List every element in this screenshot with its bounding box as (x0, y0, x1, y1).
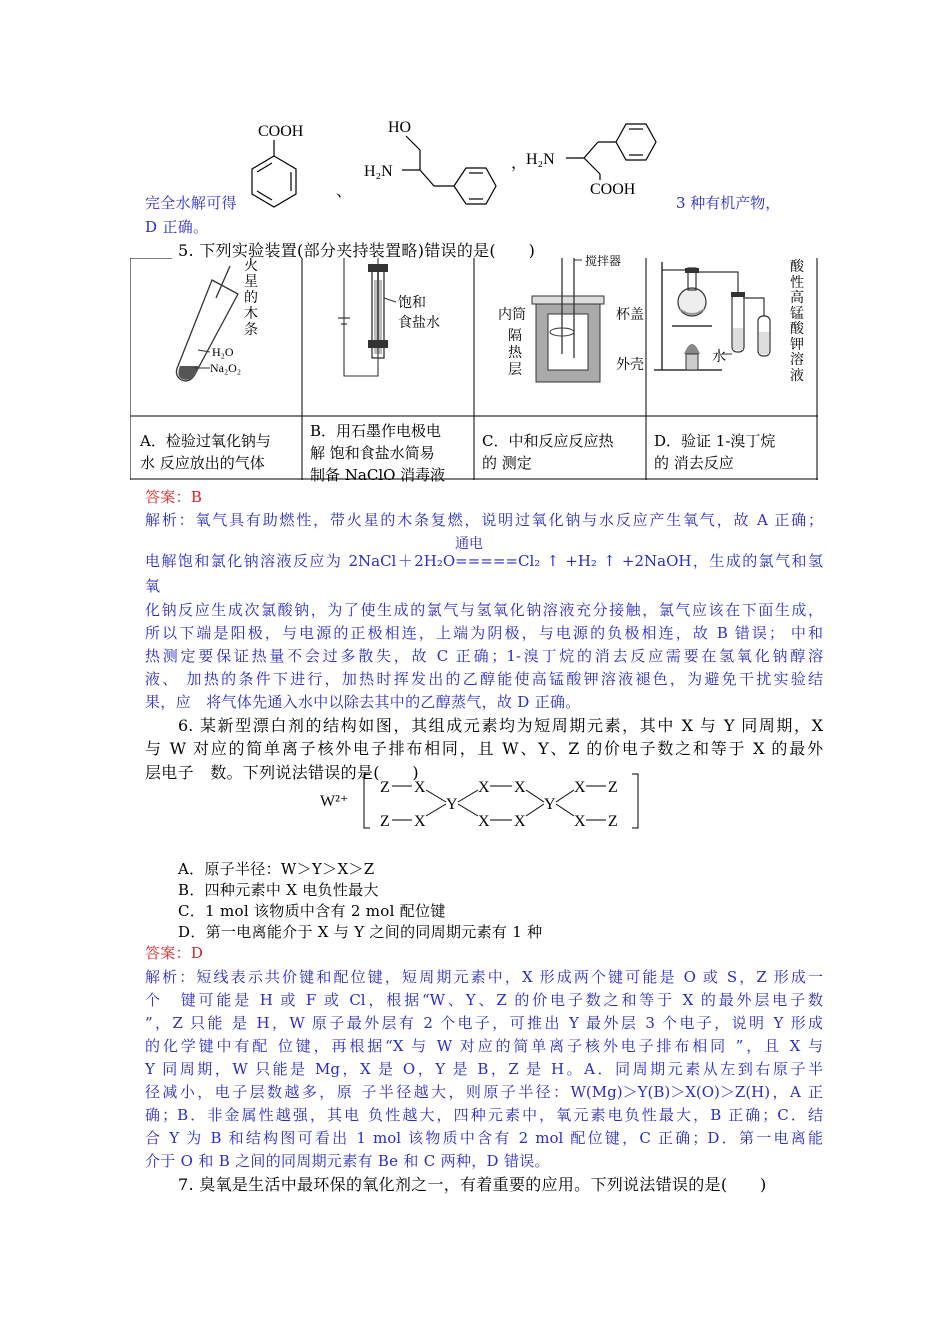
apparatus-c-shell-label: 外壳 (616, 357, 644, 373)
q5-option-c-line1: C．中和反应反应热 (482, 432, 614, 450)
q6-answer-label: 答案： (145, 944, 191, 962)
q5-option-d-line2: 的 消去反应 (654, 454, 734, 472)
q6-cation: W²⁺ (320, 793, 349, 810)
struct2-h2n-label: H₂N (364, 163, 393, 180)
q5-analysis-7: 液、 加热的条件下进行，加热时挥发出的乙醇能使高锰酸钾溶液褪色，为避免干扰实验结 (145, 670, 823, 688)
q6-atom-x6: X (514, 813, 526, 830)
q5-analysis-3: 氧 (145, 577, 161, 595)
q5-answer (145, 486, 202, 507)
q6-stem-2: 与 W 对应的简单离子核外电子排布相同，且 W、Y、Z 的价电子数之和等于 X 的最外 (145, 739, 823, 758)
apparatus-a-splint-label: 火星的木条 (244, 258, 258, 338)
struct3-h2n-label: H₂N (526, 151, 555, 168)
q5-option-b-line1: B．用石墨作电极电 (310, 422, 442, 440)
q5-analysis-2: 电解饱和氯化钠溶液反应为 2NaCl＋2H₂O=====Cl₂ ↑ +H₂ ↑ +2NaOH，生成的氯气和氢 (145, 552, 823, 570)
apparatus-b-label-2: 食盐水 (398, 315, 440, 331)
separator-comma-2: ， (511, 153, 528, 172)
q6-option-c: C．1 mol 该物质中含有 2 mol 配位键 (178, 902, 446, 920)
q6-atom-y2: Y (544, 796, 556, 813)
q6-answer (145, 942, 203, 963)
q6-analysis-1: 解析：短线表示共价键和配位键，短周期元素中，X 形成两个键可能是 O 或 S，Z 形成一 (145, 968, 823, 986)
q5-analysis-1: 解析：氧气具有助燃性，带火星的木条复燃，说明过氧化钠与水反应产生氧气，故 A 正确； (145, 511, 823, 529)
q5-option-b (310, 420, 470, 486)
q5-option-d (654, 430, 814, 474)
apparatus-b-label-1: 饱和 (398, 295, 426, 311)
d-correct: D 正确。 (145, 218, 209, 236)
apparatus-c-lid-label: 杯盖 (616, 307, 644, 323)
q5-option-b-line3: 制备 NaClO 消毒液 (310, 466, 446, 484)
q6-analysis-4: 的化学键中有配 位键，再根据“X 与 W 对应的简单离子核外电子排布相同 ”，且 X 与 (145, 1037, 823, 1055)
struct3-cooh-label: COOH (590, 181, 636, 198)
apparatus-a-test-tube (150, 258, 280, 388)
struct1-cooh-label: COOH (258, 123, 304, 140)
q6-atom-x4: X (514, 779, 526, 796)
apparatus-a-na2o2: Na₂O₂ (210, 361, 242, 375)
q6-atom-z2: Z (380, 813, 390, 830)
q5-option-b-line2: 解 饱和食盐水简易 (310, 444, 435, 462)
q7-stem: 7. 臭氧是生活中最环保的氧化剂之一，有着重要的应用。下列说法错误的是( ) (178, 1175, 767, 1194)
q5-answer-value: B (190, 488, 203, 506)
q6-option-d: D．第一电离能介于 X 与 Y 之间的同周期元素有 1 种 (178, 923, 543, 941)
q5-analysis-8: 果，应 将气体先通入水中以除去其中的乙醇蒸气，故 D 正确。 (145, 693, 581, 711)
q6-analysis-7: 确；B．非金属性越强，其电 负性越大，四种元素中，氧元素电负性最大，B 正确；C．结 (145, 1106, 823, 1124)
apparatus-c-insulation-label: 隔热层 (508, 328, 522, 378)
q6-atom-z4: Z (608, 813, 618, 830)
apparatus-c-stirrer-label: 搅拌器 (585, 254, 622, 266)
q6-analysis-3: ”，Z 只能 是 H，W 原子最外层有 2 个电子，可推出 Y 最外层 3 个电子，说明 Y 形成 (145, 1014, 823, 1032)
apparatus-d-elimination (652, 258, 792, 388)
q5-option-d-line1: D．验证 1-溴丁烷 (654, 432, 776, 450)
q5-answer-label: 答案： (145, 488, 191, 506)
separator-comma-1: 、 (336, 181, 353, 200)
q6-atom-x7: X (574, 779, 586, 796)
q6-atom-z3: Z (608, 779, 618, 796)
q5-analysis-5: 所以下端是阳极，与电源的正极相连，上端为阴极，与电源的负极相连，故 B 错误； 中和 (145, 624, 823, 642)
q6-atom-y1: Y (446, 796, 458, 813)
apparatus-a-h2o: H₂O (212, 345, 234, 359)
q6-analysis-5: Y 同周期，W 只能是 Mg，X 是 O，Y 是 B，Z 是 H。A．同周期元素从左到右原子半 (145, 1060, 823, 1078)
apparatus-c-inner-label: 内筒 (498, 307, 526, 323)
q6-atom-x8: X (574, 813, 586, 830)
q6-structure (318, 766, 648, 832)
structure-benzoic-acid (244, 118, 334, 208)
struct2-ho-label: HO (388, 119, 412, 136)
q5-option-c (482, 430, 642, 474)
q5-option-a (140, 430, 294, 474)
q6-atom-x2: X (414, 813, 426, 830)
q6-option-b: B．四种元素中 X 电负性最大 (178, 881, 379, 899)
q6-analysis-8: 合 Y 为 B 和结构图可看出 1 mol 该物质中含有 2 mol 配位键，C 正确；D．第一电离能 (145, 1129, 823, 1147)
q6-answer-value: D (190, 944, 204, 962)
q5-option-a-line2: 水 反应放出的气体 (140, 454, 265, 472)
q6-analysis-2: 个 键可能是 H 或 F 或 Cl，根据“W、Y、Z 的价电子数之和等于 X 的最外层电子数 (145, 991, 823, 1009)
hydrolysis-suffix: 3 种有机产物， (676, 194, 781, 212)
q5-analysis-6: 热测定要保证热量不会过多散失，故 C 正确；1-溴丁烷的消去反应需要在氢氧化钠醇溶 (145, 647, 823, 665)
structure-phenylalanine (524, 118, 664, 202)
apparatus-d-kmno4-label: 酸性高锰酸钾溶液 (790, 259, 804, 384)
q5-analysis-condition: 通电 (455, 536, 483, 552)
q6-analysis-6: 径减小，电子层数越多，原 子半径越大，则原子半径：W(Mg)＞Y(B)＞X(O)＞Z(H)，A 正 (145, 1083, 823, 1101)
q6-option-a: A．原子半径：W＞Y＞X＞Z (178, 860, 375, 878)
q6-atom-x1: X (414, 779, 426, 796)
q5-table (130, 254, 818, 484)
q6-stem-3: 层电子 数。下列说法错误的是( ) (145, 763, 419, 782)
q5-stem: 5. 下列实验装置(部分夹持装置略)错误的是( ) (178, 241, 536, 260)
q6-atom-x3: X (478, 779, 490, 796)
q5-option-a-line1: A．检验过氧化钠与 (140, 432, 271, 450)
hydrolysis-prefix: 完全水解可得 (145, 194, 237, 212)
q6-atom-x5: X (478, 813, 490, 830)
structure-phenylalaninol (362, 114, 502, 210)
q6-stem-1: 6. 某新型漂白剂的结构如图，其组成元素均为短周期元素，其中 X 与 Y 同周期，X (178, 716, 823, 735)
q5-option-c-line2: 的 测定 (482, 454, 532, 472)
q6-analysis-9: 介于 O 和 B 之间的同周期元素有 Be 和 C 两种，D 错误。 (145, 1152, 550, 1170)
q6-atom-z1: Z (380, 779, 390, 796)
apparatus-d-water-label: 水 (712, 349, 726, 365)
q5-analysis-4: 化钠反应生成次氯酸钠，为了使生成的氯气与氢氧化钠溶液充分接触，氯气应该在下面生成， (145, 601, 823, 619)
